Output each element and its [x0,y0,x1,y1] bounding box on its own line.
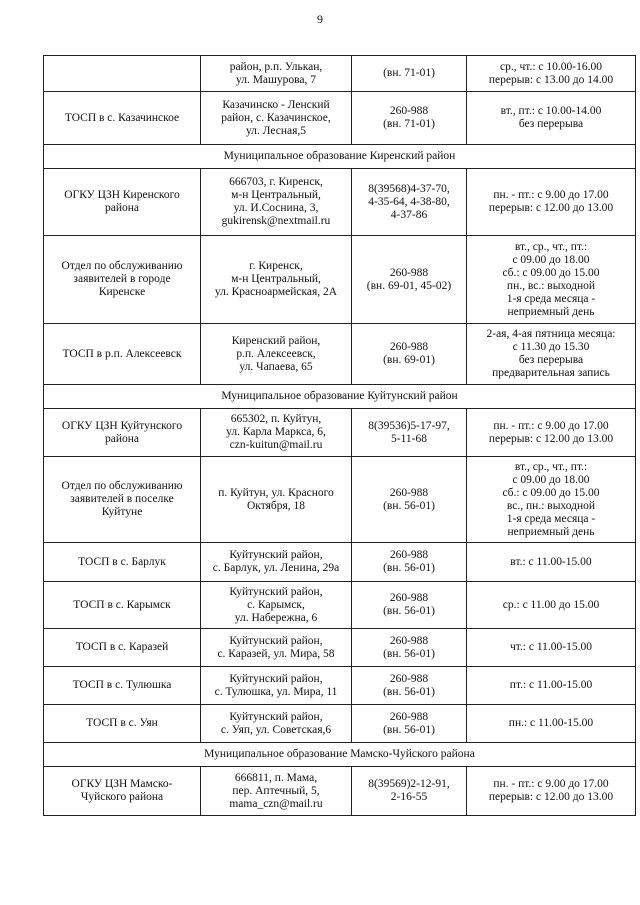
hours-cell: вт., пт.: с 10.00-14.00 без перерыва [467,92,636,145]
address-cell: г. Киренск, м-н Центральный, ул. Красноармейская, 2А [201,236,352,324]
hours-cell: 2-ая, 4-ая пятница месяца: с 11.30 до 15.30 без перерыва предварительная запись [467,324,636,385]
hours-cell: вт., ср., чт., пт.: с 09.00 до 18.00 сб.: с 09.00 до 15.00 вс., пн.: выходной 1-я среда месяца - неприемный день [467,457,636,543]
table-row [44,56,636,92]
office-name-cell: ТОСП в с. Уян [44,705,201,743]
address-cell: 665302, п. Куйтун, ул. Карла Маркса, 6, czn-kuitun@mail.ru [201,409,352,457]
phone-cell: (вн. 71-01) [352,56,467,92]
table-row [44,629,636,667]
table-row [44,236,636,324]
section-header-row [44,145,636,169]
phone-cell: 260-988 (вн. 71-01) [352,92,467,145]
section-header-row [44,743,636,767]
phone-cell: 260-988 (вн. 56-01) [352,667,467,705]
address-cell: Казачинско - Ленский район, с. Казачинское, ул. Лесная,5 [201,92,352,145]
table-row [44,457,636,543]
hours-cell: пт.: с 11.00-15.00 [467,667,636,705]
phone-cell: 260-988 (вн. 56-01) [352,543,467,582]
hours-cell: пн.: с 11.00-15.00 [467,705,636,743]
hours-cell: чт.: с 11.00-15.00 [467,629,636,667]
hours-cell: ср., чт.: с 10.00-16.00 перерыв: с 13.00 до 14.00 [467,56,636,92]
table-row [44,667,636,705]
office-name-cell: ТОСП в с. Тулюшка [44,667,201,705]
address-cell: Куйтунский район, с. Барлук, ул. Ленина, 29а [201,543,352,582]
address-cell: Куйтунский район, с. Каразей, ул. Мира, 58 [201,629,352,667]
office-name-cell: ТОСП в р.п. Алексеевск [44,324,201,385]
office-name-cell: ОГКУ ЦЗН Мамско- Чуйского района [44,767,201,816]
section-title: Муниципальное образование Мамско-Чуйского района [44,743,636,767]
section-title: Муниципальное образование Куйтунский район [44,385,636,409]
offices-table [43,55,636,816]
table-row [44,324,636,385]
address-cell: п. Куйтун, ул. Красного Октября, 18 [201,457,352,543]
address-cell: район, р.п. Улькан, ул. Машурова, 7 [201,56,352,92]
address-cell: 666703, г. Киренск, м-н Центральный, ул. И.Соснина, 3, gukirensk@nextmail.ru [201,169,352,236]
phone-cell: 8(39536)5-17-97, 5-11-68 [352,409,467,457]
address-cell: Киренский район, р.п. Алексеевск, ул. Чапаева, 65 [201,324,352,385]
table-row [44,169,636,236]
hours-cell: вт., ср., чт., пт.: с 09.00 до 18.00 сб.: с 09.00 до 15.00 пн., вс.: выходной 1-я среда месяца - неприемный день [467,236,636,324]
phone-cell: 260-988 (вн. 56-01) [352,582,467,629]
office-name-cell: ТОСП в с. Каразей [44,629,201,667]
table-row [44,543,636,582]
hours-cell: пн. - пт.: с 9.00 до 17.00 перерыв: с 12.00 до 13.00 [467,409,636,457]
phone-cell: 260-988 (вн. 69-01) [352,324,467,385]
address-cell: Куйтунский район, с. Тулюшка, ул. Мира, 11 [201,667,352,705]
phone-cell: 260-988 (вн. 69-01, 45-02) [352,236,467,324]
office-name-cell: ТОСП в с. Казачинское [44,92,201,145]
table-row [44,582,636,629]
address-cell: Куйтунский район, с. Карымск, ул. Набережна, 6 [201,582,352,629]
table-row [44,767,636,816]
office-name-cell [44,56,201,92]
section-title: Муниципальное образование Киренский район [44,145,636,169]
table-row [44,705,636,743]
office-name-cell: ТОСП в с. Карымск [44,582,201,629]
office-name-cell: Отдел по обслуживанию заявителей в городе Киренске [44,236,201,324]
hours-cell: пн. - пт.: с 9.00 до 17.00 перерыв: с 12.00 до 13.00 [467,169,636,236]
page-number: 9 [317,12,323,26]
office-name-cell: ТОСП в с. Барлук [44,543,201,582]
address-cell: 666811, п. Мама, пер. Аптечный, 5, mama_czn@mail.ru [201,767,352,816]
phone-cell: 8(39568)4-37-70, 4-35-64, 4-38-80, 4-37-86 [352,169,467,236]
section-header-row [44,385,636,409]
address-cell: Куйтунский район, с. Уяп, ул. Советская,6 [201,705,352,743]
office-name-cell: ОГКУ ЦЗН Куйтунского района [44,409,201,457]
table-row [44,409,636,457]
office-name-cell: Отдел по обслуживанию заявителей в поселке Куйтуне [44,457,201,543]
hours-cell: пн. - пт.: с 9.00 до 17.00 перерыв: с 12.00 до 13.00 [467,767,636,816]
phone-cell: 8(39569)2-12-91, 2-16-55 [352,767,467,816]
table-row [44,92,636,145]
office-name-cell: ОГКУ ЦЗН Киренского района [44,169,201,236]
offices-table-body [44,56,636,816]
hours-cell: вт.: с 11.00-15.00 [467,543,636,582]
phone-cell: 260-988 (вн. 56-01) [352,629,467,667]
phone-cell: 260-988 (вн. 56-01) [352,705,467,743]
hours-cell: ср.: с 11.00 до 15.00 [467,582,636,629]
phone-cell: 260-988 (вн. 56-01) [352,457,467,543]
